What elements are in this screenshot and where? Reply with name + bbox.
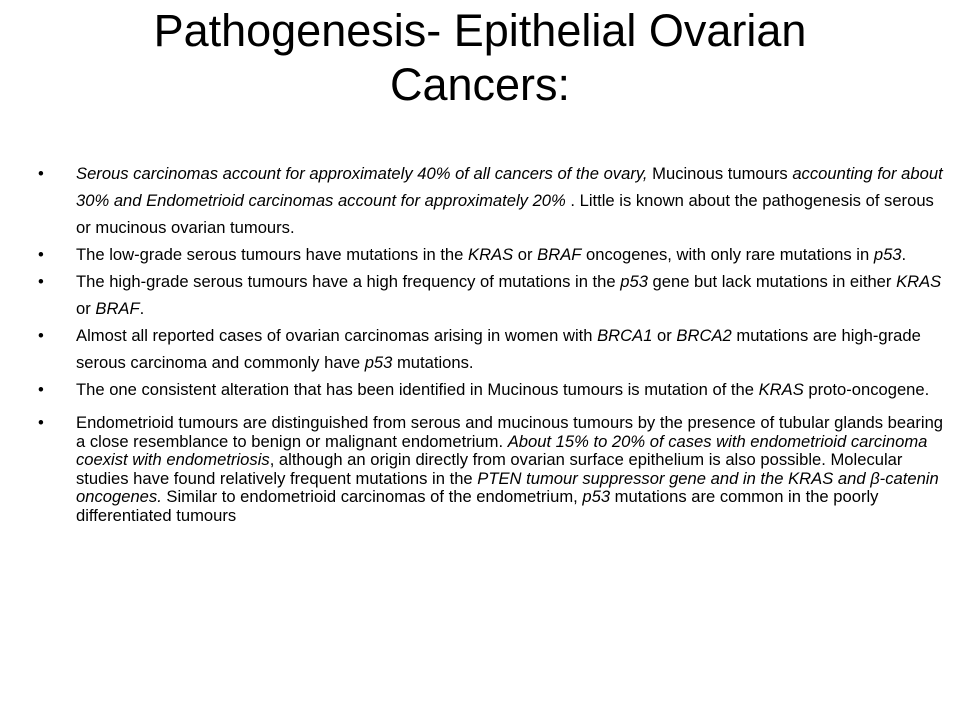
bullet-text-segment: KRAS xyxy=(896,272,942,291)
bullet-text-segment: The high-grade serous tumours have a high frequency of mutations in the xyxy=(76,272,621,291)
bullet-item-1 xyxy=(38,160,953,241)
bullet-text-segment: PTEN tumour suppressor gene and in the KRAS and β-catenin oncogenes. xyxy=(76,468,939,506)
bullet-text-segment: oncogenes, with only rare mutations in xyxy=(581,245,874,264)
bullet-text-segment: or xyxy=(76,299,96,318)
bullet-text-segment: BRAF xyxy=(95,299,140,318)
bullet-text-segment: BRCA2 xyxy=(676,326,732,345)
bullet-text-segment: , although an origin directly from ovarian surface epithelium is also possible. Molecular studies have found relatively frequent mutations in the xyxy=(76,450,903,488)
bullet-text-segment: p53 xyxy=(873,245,902,264)
bullet-text-segment: or xyxy=(513,245,538,264)
bullet-text-segment: Endometrioid tumours are distinguished from serous and mucinous tumours by the presence of tubular glands bearing a close resemblance to benign or malignant endometrium. xyxy=(76,413,944,451)
bullet-text-segment: KRAS xyxy=(468,245,514,264)
bullet-text-segment: p53 xyxy=(620,272,648,291)
bullet-text-segment: or xyxy=(652,326,677,345)
bullet-text-segment: Similar to endometrioid carcinomas of the endometrium, xyxy=(161,487,583,506)
bullet-text-segment: The one consistent alteration that has been identified in Mucinous tumours is mutation of the xyxy=(76,380,759,399)
bullet-text-segment: About 15% to 20% of cases with endometrioid carcinoma coexist with endometriosis xyxy=(76,431,928,469)
bullet-text-segment: KRAS xyxy=(758,380,804,399)
bullet-item-4 xyxy=(38,322,953,376)
bullet-text-segment: BRCA1 xyxy=(597,326,653,345)
bullet-text-segment: mutations are common in the poorly differentiated tumours xyxy=(76,487,879,525)
bullet-text-segment: . Little is known about the pathogenesis of serous or mucinous ovarian tumours. xyxy=(76,191,934,237)
bullet-text-segment: mutations are high-grade serous carcinoma and commonly have xyxy=(76,326,921,372)
bullet-item-2 xyxy=(38,241,953,268)
bullet-text-segment: The low-grade serous tumours have mutations in the xyxy=(76,245,468,264)
bullet-text-segment: . xyxy=(901,245,907,264)
bullet-item-6 xyxy=(38,414,953,525)
bullet-text-segment: BRAF xyxy=(537,245,582,264)
bullet-text-segment: p53 xyxy=(364,353,393,372)
bullet-item-5 xyxy=(38,376,953,403)
bullet-text-segment: . xyxy=(139,299,145,318)
bullet-text-segment: Mucinous tumours xyxy=(647,164,793,183)
bullet-text-segment: p53 xyxy=(582,487,611,506)
bullet-text-segment: mutations. xyxy=(392,353,474,372)
bullet-list xyxy=(38,160,953,525)
slide-title xyxy=(40,4,920,112)
bullet-text-segment: Almost all reported cases of ovarian carcinomas arising in women with xyxy=(76,326,598,345)
bullet-text-segment: accounting for about 30% and Endometrioid carcinomas account for approximately 20% xyxy=(76,164,943,210)
slide-title-line-2: Cancers: xyxy=(389,59,571,110)
bullet-text-segment: gene but lack mutations in either xyxy=(647,272,897,291)
slide-title-line-1: Pathogenesis- Epithelial Ovarian xyxy=(153,5,807,56)
bullet-text-segment: Serous carcinomas account for approximately 40% of all cancers of the ovary, xyxy=(76,164,648,183)
bullet-text-segment: proto-oncogene. xyxy=(803,380,930,399)
bullet-item-3 xyxy=(38,268,953,322)
